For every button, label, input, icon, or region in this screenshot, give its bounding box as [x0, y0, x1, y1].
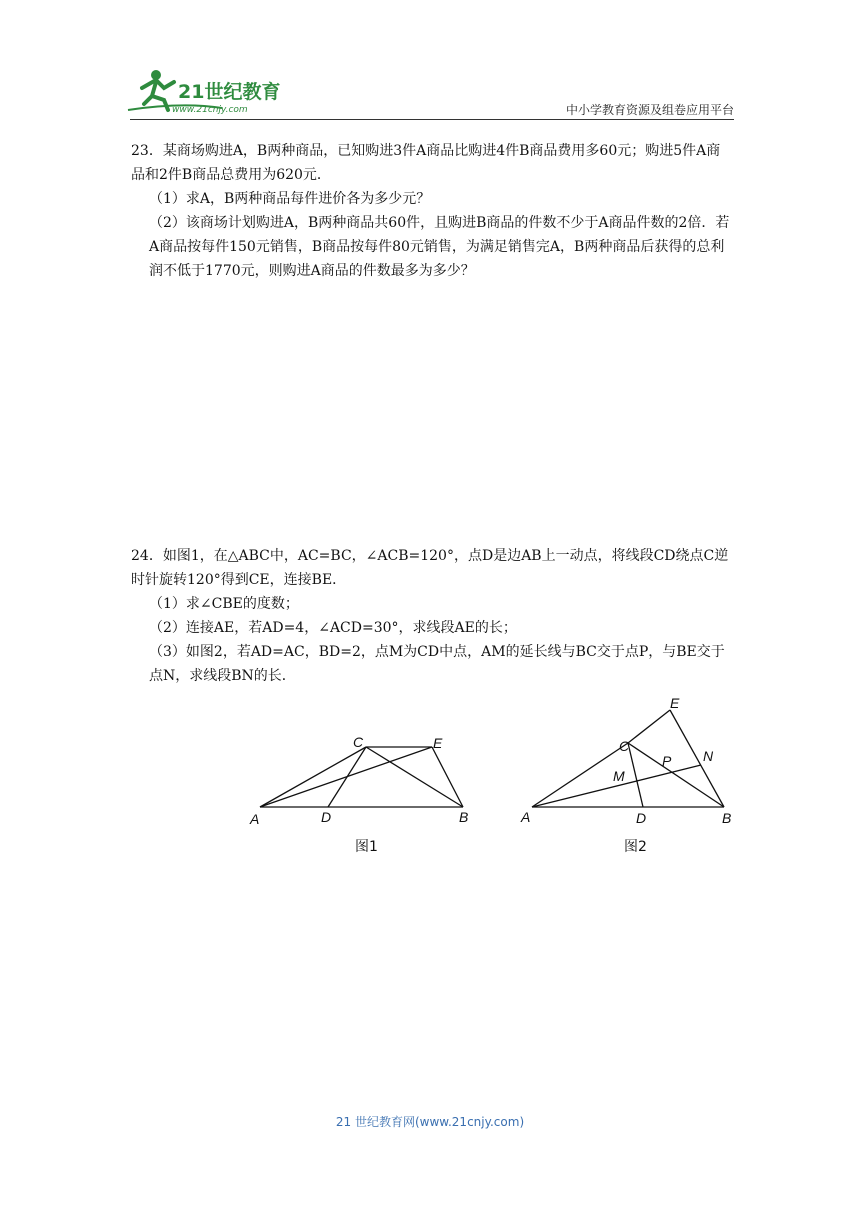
fig1-label-D: D: [321, 809, 332, 825]
site-logo: [122, 66, 292, 118]
header-tagline: 中小学教育资源及组卷应用平台: [565, 103, 734, 117]
q24-part2: （2）连接AE，若AD=4，∠ACD=30°，求线段AE的长；: [149, 620, 517, 636]
q24-part1: （1）求∠CBE的度数；: [149, 596, 299, 612]
fig2-label-D: D: [636, 810, 647, 826]
figure-2: [515, 690, 745, 835]
q23-intro: 23．某商场购进A，B两种商品，已知购进3件A商品比购进4件B商品费用多60元；购进5件A商品和2件B商品总费用为620元．: [131, 143, 721, 183]
fig1-label-A: A: [250, 811, 260, 827]
question-23: [131, 139, 733, 283]
fig2-label-E: E: [670, 695, 680, 711]
fig2-label-M: M: [613, 768, 625, 784]
segment-AE: [260, 747, 432, 807]
q24-intro: 24．如图1，在△ABC中，AC=BC，∠ACB=120°，点D是边AB上一动点，将线段CD绕点C逆时针旋转120°得到CE，连接BE．: [131, 548, 729, 588]
segment-BC: [366, 747, 463, 807]
logo-text: 21世纪教育: [178, 81, 281, 103]
footer-link[interactable]: 21 世纪教育网(www.21cnjy.com): [335, 1115, 525, 1129]
q23-part1: （1）求A，B两种商品每件进价各为多少元？: [149, 191, 431, 207]
fig2-label-P: P: [662, 753, 672, 769]
q23-part2: （2）该商场计划购进A，B两种商品共60件，且购进B商品的件数不少于A商品件数的2倍．若A商品按每件150元销售，B商品按每件80元销售，为满足销售完A，B两种商品后获得的总利润不低于1770元，则购进A商品的件数最多为多少？: [149, 215, 730, 279]
segment-CD: [628, 743, 643, 807]
fig2-label-N: N: [703, 748, 714, 764]
header-divider: [130, 119, 734, 120]
fig1-label-C: C: [353, 734, 364, 750]
fig1-label-E: E: [433, 735, 443, 751]
figure-1-caption: 图1: [355, 839, 378, 855]
fig2-label-C: C: [619, 738, 630, 754]
fig1-label-B: B: [459, 809, 469, 825]
segment-AC: [260, 747, 366, 807]
q24-part3: （3）如图2，若AD=AC，BD=2，点M为CD中点，AM的延长线与BC交于点P，与BE交于点N，求线段BN的长．: [149, 644, 725, 684]
fig2-label-A: A: [521, 809, 531, 825]
figure-1: [240, 725, 480, 835]
logo-url: www.21cnjy.com: [172, 105, 248, 115]
question-24: [131, 544, 733, 688]
figure-2-caption: 图2: [624, 839, 647, 855]
segment-CE: [628, 710, 670, 743]
fig2-label-B: B: [722, 810, 732, 826]
segment-BE: [670, 710, 724, 807]
